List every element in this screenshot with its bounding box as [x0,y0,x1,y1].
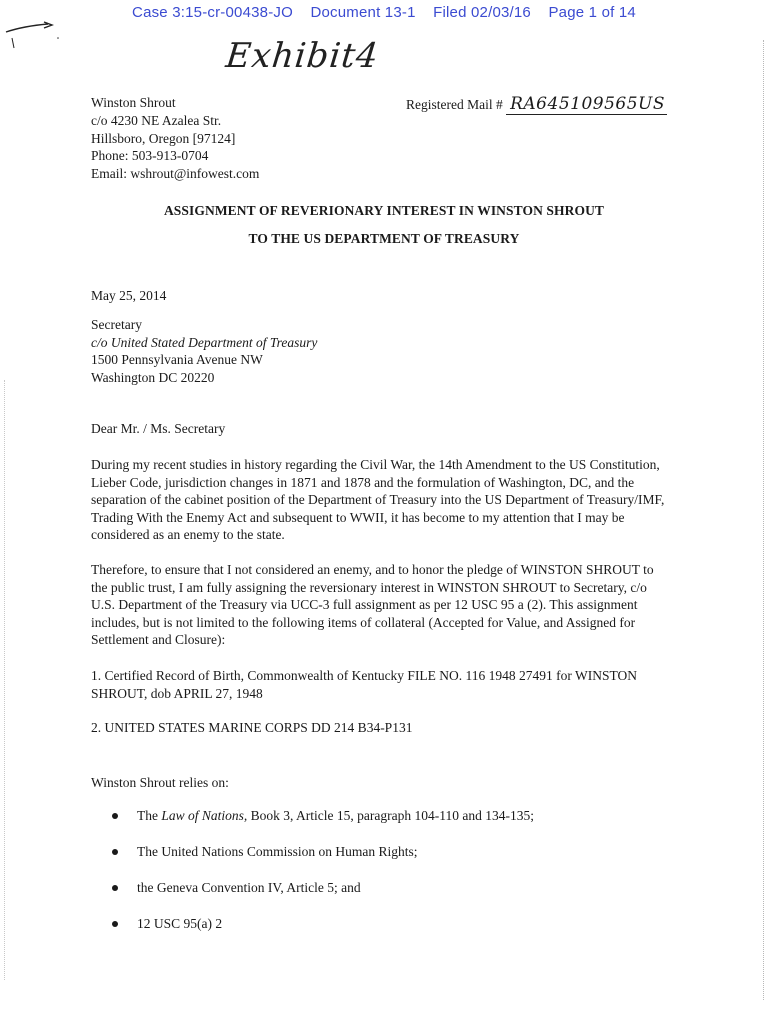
paragraph-1: During my recent studies in history regarding the Civil War, the 14th Amendment to the US Constitution, Lieber Code, jurisdiction changes in 1871 and 1878 and the formulation of Washington, DC, and the separation of the cabinet position of the Department of Treasury into the US Department of Treasury/IMF, Trading With the Enemy Act and subsequent to WWII, it has become to my attention that I may be considered as an enemy to the state. [91,457,665,543]
registered-mail-number: RA645109565US [506,94,667,115]
bullet-icon [112,813,118,819]
document-title-line-1: ASSIGNMENT OF REVERIONARY INTEREST IN WINSTON SHROUT [163,203,605,218]
bullet-icon [112,885,118,891]
paragraph-2: Therefore, to ensure that I not considered an enemy, and to honor the pledge of WINSTON SHROUT to the public trust, I am fully assigning the reversionary interest in WINSTON SHROUT to Secretary, c/o U.S. Department of the Treasury via UCC-3 full assignment as per 12 USC 95 a (2). This assignment includes, but is not limited to the following items of collateral (Accepted for Value, and Assigned for Settlement and Closure): [91,562,654,648]
list-item: The United Nations Commission on Human Rights; [112,844,534,880]
margin-pen-mark [4,14,64,54]
law-of-nations-title: Law of Nations, [161,808,248,823]
sender-street: c/o 4230 NE Azalea Str. [91,112,222,128]
bullet-icon [112,921,118,927]
exhibit-label: Exhibit4 [223,36,381,76]
court-filing-header [0,4,768,21]
recipient-line-3: 1500 Pennsylvania Avenue NW [91,352,263,368]
sender-phone: Phone: 503-913-0704 [91,148,209,164]
case-number: Case 3:15-cr-00438-JO [132,4,293,21]
recipient-line-1: Secretary [91,317,142,332]
list-item: the Geneva Convention IV, Article 5; and [112,880,534,916]
sender-email: Email: wshrout@infowest.com [91,166,260,182]
relies-on-heading: Winston Shrout relies on: [91,775,229,790]
filed-date: Filed 02/03/16 [433,4,531,21]
sender-name: Winston Shrout [91,95,176,110]
registered-mail [406,94,667,114]
scan-edge-left [4,380,6,980]
recipient-line-4: Washington DC 20220 [91,369,215,385]
page-count: Page 1 of 14 [548,4,636,21]
recipient-line-2: c/o United Stated Department of Treasury [91,334,318,350]
registered-mail-label: Registered Mail # [406,97,503,112]
document-title-line-2: TO THE US DEPARTMENT OF TREASURY [248,231,520,246]
recipient-address [91,316,691,386]
letter-date: May 25, 2014 [91,288,167,303]
relied-authorities-list [112,808,534,952]
sender-city: Hillsboro, Oregon [97124] [91,130,236,146]
collateral-item-1: 1. Certified Record of Birth, Commonwealth of Kentucky FILE NO. 116 1948 27491 for WINSTON SHROUT, dob APRIL 27, 1948 [91,668,638,701]
bullet-icon [112,849,118,855]
salutation: Dear Mr. / Ms. Secretary [91,421,226,436]
list-item: The Law of Nations, Book 3, Article 15, paragraph 104-110 and 134-135; [112,808,534,844]
sender-address [91,94,259,183]
scan-edge-right [763,40,765,1000]
list-item: 12 USC 95(a) 2 [112,916,534,952]
collateral-item-2: 2. UNITED STATES MARINE CORPS DD 214 B34-P131 [91,720,413,735]
document-number: Document 13-1 [310,4,416,21]
